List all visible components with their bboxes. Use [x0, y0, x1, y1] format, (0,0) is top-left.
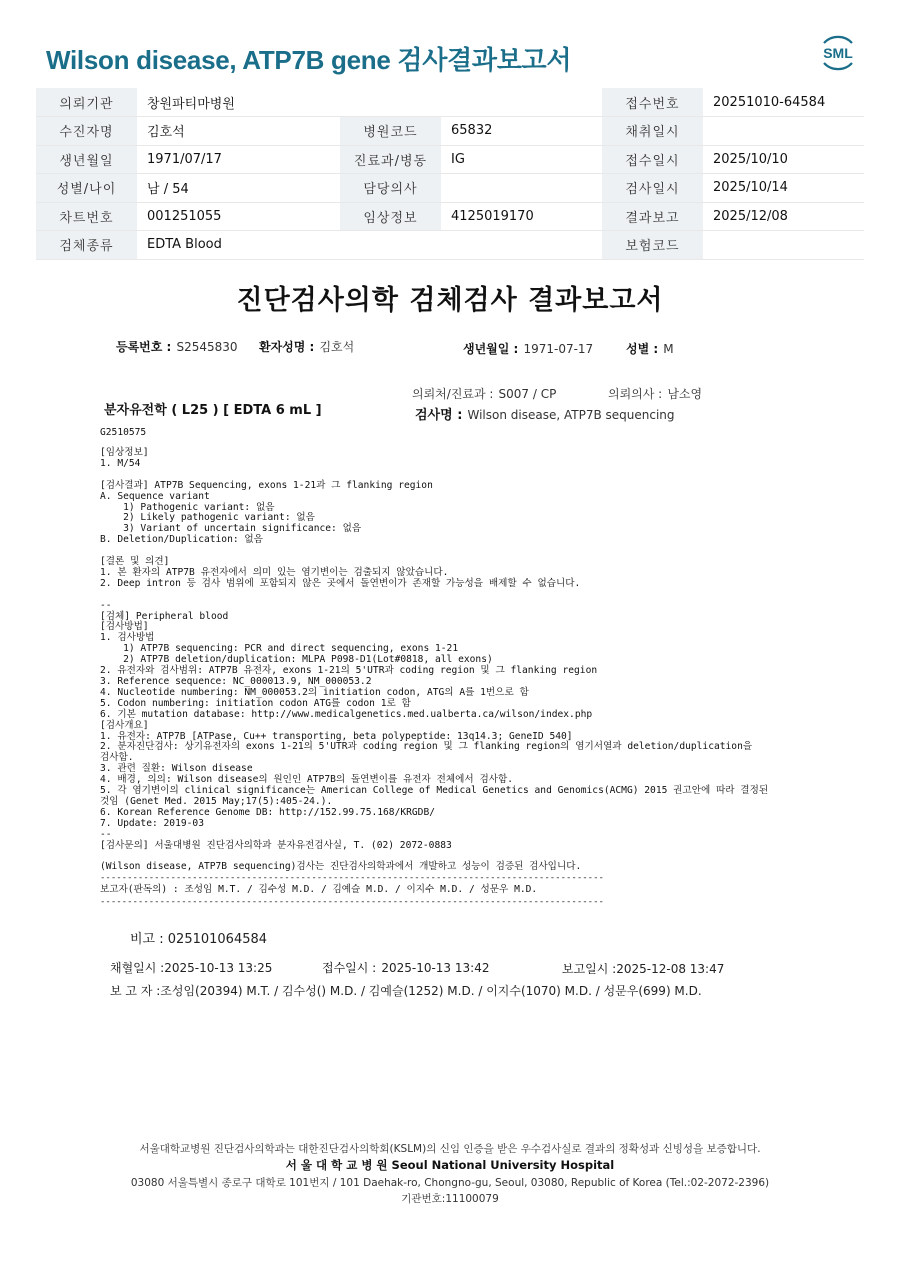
remark-field	[130, 928, 267, 947]
info-value: 4125019170	[441, 202, 602, 231]
remark-value: 025101064584	[167, 932, 268, 947]
info-label: 검사일시	[602, 174, 703, 203]
info-label: 담당의사	[340, 174, 441, 203]
report-header-title: Wilson disease, ATP7B gene 검사결과보고서	[46, 45, 572, 75]
patient-name-field	[259, 336, 354, 355]
receipt-time-field	[322, 957, 489, 976]
reporters-value: 조성임(20394) M.T. / 김수성() M.D. / 김예슬(1252) M.D. / 이지수(1070) M.D. / 성문우(699) M.D.	[160, 984, 702, 998]
info-value	[441, 88, 602, 117]
info-row	[36, 117, 864, 146]
reporter-line: 보고자(판독의) : 조성임 M.T. / 김수성 M.D. / 김예슬 M.D. / 이지수 M.D. / 성문우 M.D.	[100, 884, 538, 895]
report-body-line: 1. 검사방법	[100, 632, 155, 644]
dept-field	[412, 383, 556, 402]
report-title: 진단검사의학 검체검사 결과보고서	[236, 285, 664, 316]
info-value: 1971/07/17	[137, 145, 340, 174]
report-body-line: 5. 각 염기변이의 clinical significance는 American College of Medical Genetics and Genomics(ACMG) 2015 권고안에 따라 결정된	[100, 785, 769, 797]
test-name-label: 검사명 :	[415, 408, 463, 423]
info-label: 차트번호	[36, 202, 137, 231]
report-body-line: 검사함.	[100, 752, 134, 764]
sex-value: M	[663, 342, 674, 356]
info-label: 진료과/병동	[340, 145, 441, 174]
collect-time-field	[110, 957, 272, 976]
sex-label: 성별 :	[626, 342, 659, 356]
report-body-line: 2) Likely pathogenic variant: 없음	[100, 512, 315, 524]
reg-no-label: 등록번호 :	[116, 340, 172, 354]
report-body-line: 4. Nucleotide numbering: NM_000053.2의 initiation codon, ATG의 A를 1번으로 함	[100, 686, 529, 698]
collect-time-label: 채혈일시 :	[110, 961, 165, 975]
doctor-field	[608, 383, 702, 402]
info-label: 결과보고	[602, 202, 703, 231]
report-time-field	[562, 958, 724, 977]
footer-certification: 서울대학교병원 진단검사의학과는 대한진단검사의학회(KSLM)의 신임 인증을 받은 우수검사실로 결과의 정확성과 신빙성을 보증합니다.	[139, 1143, 761, 1155]
dob-label: 생년월일 :	[463, 342, 519, 356]
report-body-line: (Wilson disease, ATP7B sequencing)검사는 진단검사의학과에서 개발하고 성능이 검증된 검사입니다.	[100, 861, 582, 873]
receipt-time-label: 접수일시 :	[322, 961, 377, 975]
info-row	[36, 202, 864, 231]
info-label: 성별/나이	[36, 174, 137, 203]
report-body-line: 3. Reference sequence: NC_000013.9, NM_000053.2	[100, 675, 372, 687]
patient-name-value: 김호석	[319, 340, 355, 354]
dob-value: 1971-07-17	[523, 342, 594, 356]
info-value: 2025/10/14	[703, 174, 864, 203]
info-row	[36, 88, 864, 117]
report-body-line: 2. 유전자와 검사범위: ATP7B 유전자, exons 1-21의 5'UTR과 coding region 및 그 flanking region	[100, 665, 598, 677]
info-label	[340, 88, 441, 117]
dash-line-top: ---------------------------------------------------------------------------------------------	[100, 873, 604, 883]
doctor-value: 남소영	[667, 387, 703, 401]
reporters-label: 보 고 자 :	[110, 984, 161, 998]
report-body-line: [검사문의] 서울대병원 진단검사의학과 분자유전검사실, T. (02) 2072-0883	[100, 839, 452, 851]
report-body-line: 2. 분자진단검사: 상기유전자의 exons 1-21의 5'UTR과 coding region 및 그 flanking region의 염기서열과 deletion/duplication을	[100, 741, 753, 753]
report-time-label: 보고일시 :	[562, 962, 617, 976]
report-body-line: 2) ATP7B deletion/duplication: MLPA P098-D1(Lot#0818, all exons)	[100, 654, 493, 666]
sml-logo-icon	[812, 30, 864, 76]
test-name-field	[415, 404, 675, 423]
report-body-line: 4. 배경, 의의: Wilson disease의 원인인 ATP7B의 돌연변이를 유전자 전체에서 검사함.	[100, 774, 514, 786]
footer-address: 03080 서울특별시 종로구 대학로 101번지 / 101 Daehak-ro, Chongno-gu, Seoul, 03080, Republic of Korea (Tel.:02-2072-2396)	[130, 1177, 770, 1189]
info-value: 001251055	[137, 202, 340, 231]
report-body-line	[100, 546, 768, 557]
remark-label: 비고 :	[130, 932, 164, 947]
patient-info-table	[36, 88, 864, 260]
info-label: 접수일시	[602, 145, 703, 174]
dash-line-bottom: ---------------------------------------------------------------------------------------------	[100, 897, 604, 907]
reg-no-value: S2545830	[176, 340, 238, 354]
specimen-code: G2510575	[100, 427, 147, 438]
report-body-line: [검체] Peripheral blood	[100, 610, 229, 622]
info-label: 보험코드	[602, 231, 703, 260]
collect-time-value: 2025-10-13 13:25	[164, 961, 273, 975]
info-value: 65832	[441, 117, 602, 146]
receipt-time-value: 2025-10-13 13:42	[381, 961, 490, 975]
info-label: 수진자명	[36, 117, 137, 146]
info-value	[703, 231, 864, 260]
logo-text: SML	[823, 45, 853, 61]
lab-section-title: 분자유전학 ( L25 ) [ EDTA 6 mL ]	[104, 403, 322, 418]
footer-hospital-name: 서 울 대 학 교 병 원 Seoul National University Hospital	[285, 1158, 615, 1172]
info-label: 접수번호	[602, 88, 703, 117]
info-label: 병원코드	[340, 117, 441, 146]
report-body-line: --	[100, 599, 112, 611]
report-body-line: 5. Codon numbering: initiation codon ATG를 codon 1로 함	[100, 697, 411, 709]
info-label: 임상정보	[340, 202, 441, 231]
doctor-label: 의뢰의사 :	[608, 387, 663, 401]
report-body-line: 1. M/54	[100, 457, 141, 469]
patient-name-label: 환자성명 :	[259, 340, 315, 354]
report-body-line: [검사개요]	[100, 719, 149, 731]
report-body-line: 3) Variant of uncertain significance: 없음	[100, 523, 362, 535]
info-value: 남 / 54	[137, 174, 340, 203]
report-body-line: A. Sequence variant	[100, 490, 210, 502]
info-label: 생년월일	[36, 145, 137, 174]
info-value: 2025/10/10	[703, 145, 864, 174]
info-value	[441, 231, 602, 260]
report-body-line: 1) Pathogenic variant: 없음	[100, 501, 275, 513]
info-row	[36, 231, 864, 260]
report-body-line: --	[100, 828, 112, 840]
info-value: 20251010-64584	[703, 88, 864, 117]
info-value: 김호석	[137, 117, 340, 146]
info-value: 창원파티마병원	[137, 88, 340, 117]
report-body-line: 1. 본 환자의 ATP7B 유전자에서 의미 있는 염기변이는 검출되지 않았습니다.	[100, 566, 449, 578]
report-body-line: 6. 기본 mutation database: http://www.medicalgenetics.med.ualberta.ca/wilson/index.php	[100, 708, 593, 720]
report-body-line: 6. Korean Reference Genome DB: http://152.99.75.168/KRGDB/	[100, 806, 436, 818]
report-body-line: 7. Update: 2019-03	[100, 817, 204, 829]
info-value	[441, 174, 602, 203]
report-time-value: 2025-12-08 13:47	[616, 962, 725, 976]
info-label: 채취일시	[602, 117, 703, 146]
sex-field	[626, 338, 674, 357]
report-body-line: 1. 유전자: ATP7B [ATPase, Cu++ transporting, beta polypeptide: 13q14.3; GeneID 540]	[100, 730, 573, 742]
info-value: EDTA Blood	[137, 231, 340, 260]
report-body-line: [임상정보]	[100, 447, 149, 458]
info-label: 의뢰기관	[36, 88, 137, 117]
info-value	[703, 117, 864, 146]
dob-field	[463, 338, 593, 357]
report-body-line: 2. Deep intron 등 검사 범위에 포함되지 않은 곳에서 돌연변이가 존재할 가능성을 배제할 수 없습니다.	[100, 577, 581, 589]
info-label: 검체종류	[36, 231, 137, 260]
dept-label: 의뢰처/진료과 :	[412, 387, 494, 401]
report-body-line: [검사방법]	[100, 621, 149, 633]
report-body-text	[100, 448, 768, 873]
info-value: 2025/12/08	[703, 202, 864, 231]
info-row	[36, 174, 864, 203]
report-body-line: B. Deletion/Duplication: 없음	[100, 534, 263, 546]
reporters-field	[110, 980, 702, 999]
report-body-line: 3. 관련 질환: Wilson disease	[100, 763, 253, 775]
footer-org-number: 기관번호:11100079	[401, 1193, 499, 1205]
reg-no-field	[116, 336, 238, 355]
info-row	[36, 145, 864, 174]
report-body-line: [검사결과] ATP7B Sequencing, exons 1-21과 그 flanking region	[100, 479, 433, 491]
info-label	[340, 231, 441, 260]
test-name-value: Wilson disease, ATP7B sequencing	[467, 408, 675, 422]
info-value: IG	[441, 145, 602, 174]
report-body-line	[100, 590, 768, 601]
report-body-line: 것임 (Genet Med. 2015 May;17(5):405-24.).	[100, 795, 333, 807]
report-body-line: [결론 및 의견]	[100, 556, 170, 568]
dept-value: S007 / CP	[498, 387, 557, 401]
report-body-line: 1) ATP7B sequencing: PCR and direct sequencing, exons 1-21	[100, 643, 459, 655]
